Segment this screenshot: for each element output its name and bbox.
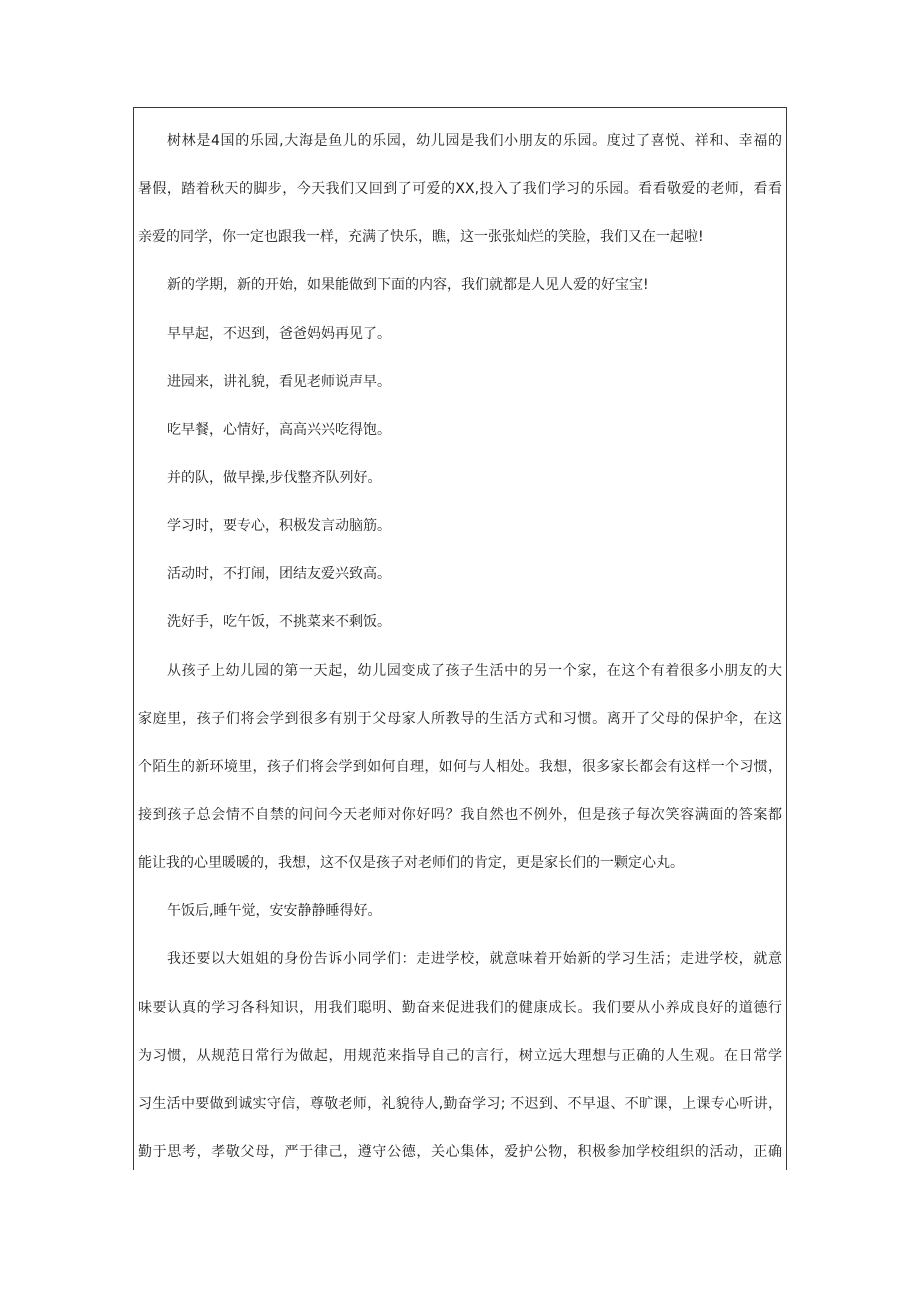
paragraph: [138, 117, 782, 261]
rhyme-line: [138, 502, 782, 550]
text-line: 个陌生的新环境里，孩子们将会学到如何自理，如何与人相处。我想，很多家长都会有这样一个习惯，: [138, 758, 782, 775]
paragraph: [138, 935, 782, 1176]
text-line: 亲爱的同学，你一定也跟我一样，充满了快乐，瞧，这一张张灿烂的笑脸，我们又在一起啦!: [138, 229, 704, 246]
text-line: 学习时，要专心，积极发言动脑筋。: [167, 518, 391, 535]
rhyme-line: [138, 550, 782, 598]
text-line: 新的学期，新的开始，如果能做到下面的内容，我们就都是人见人爱的好宝宝!: [167, 277, 649, 294]
text-line: 吃早餐，心情好，高高兴兴吃得饱。: [167, 421, 391, 438]
text-line: 习生活中要做到诚实守信，尊敬老师，礼貌待人,勤奋学习; 不迟到、不早退、不旷课，上课专心听讲，: [138, 1095, 782, 1112]
text-line: 进园来，讲礼貌，看见老师说声早。: [167, 373, 391, 390]
text-line: 树林是4国的乐园,大海是鱼儿的乐园，幼儿园是我们小朋友的乐园。度过了喜悦、祥和、幸福的: [167, 133, 782, 149]
text-line: 家庭里，孩子们将会学到很多有别于父母家人所教导的生活方式和习惯。离开了父母的保护伞，在这: [138, 710, 782, 727]
text-line: 接到孩子总会情不自禁的问问今天老师对你好吗？我自然也不例外，但是孩子每次笑容满面的答案都: [138, 806, 782, 823]
text-line: 从孩子上幼儿园的第一天起，幼儿园变成了孩子生活中的另一个家，在这个有着很多小朋友的大: [167, 662, 782, 679]
text-line: 勤于思考，孝敬父母，严于律己，遵守公德，关心集体，爱护公物，积极参加学校组织的活动，正确: [138, 1143, 782, 1160]
rhyme-line: [138, 358, 782, 406]
rhyme-line: [138, 454, 782, 502]
text-line: 我还要以大姐姐的身份告诉小同学们：走进学校，就意味着开始新的学习生活；走进学校，就意: [167, 951, 782, 968]
text-line: 活动时，不打闹，团结友爱兴致高。: [167, 566, 391, 583]
rhyme-line: [138, 887, 782, 935]
document-frame: [133, 107, 787, 1170]
text-line: 洗好手，吃午饭，不挑菜来不剩饭。: [167, 614, 391, 631]
text-line: 午饭后,睡午觉，安安静静睡得好。: [167, 903, 382, 920]
rhyme-line: [138, 310, 782, 358]
paragraph: [138, 647, 782, 888]
rhyme-line: [138, 598, 782, 646]
text-line: 并的队，做早操,步伐整齐队列好。: [167, 469, 382, 486]
rhyme-line: [138, 406, 782, 454]
text-line: 暑假，踏着秋天的脚步，今天我们又回到了可爱的XX,投入了我们学习的乐园。看看敬爱的老师，看看: [138, 181, 782, 198]
paragraph: [138, 261, 782, 309]
text-line: 味要认真的学习各科知识，用我们聪明、勤奋来促进我们的健康成长。我们要从小养成良好的道德行: [138, 999, 782, 1016]
text-line: 早早起，不迟到，爸爸妈妈再见了。: [167, 325, 391, 342]
text-line: 为习惯，从规范日常行为做起，用规范来指导自己的言行，树立远大理想与正确的人生观。在日常学: [138, 1047, 782, 1064]
text-line: 能让我的心里暖暖的，我想，这不仅是孩子对老师们的肯定，更是家长们的一颗定心丸。: [138, 855, 684, 872]
